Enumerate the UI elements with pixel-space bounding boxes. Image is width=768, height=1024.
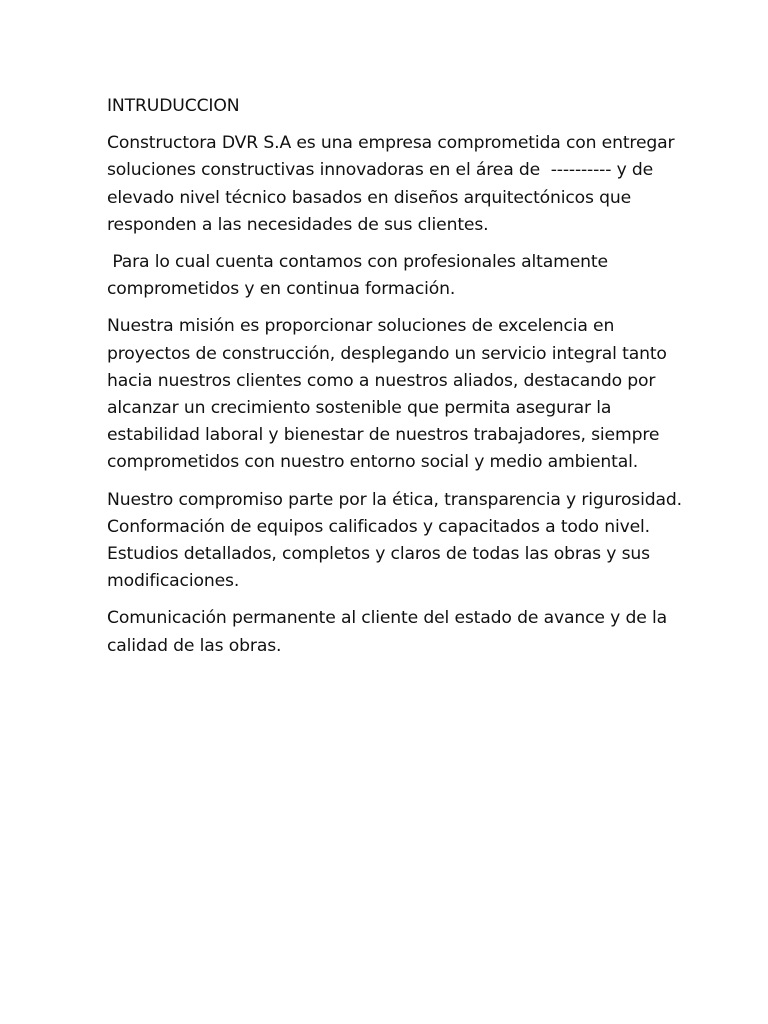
text-line: elevado nivel técnico basados en diseños arquitectónicos que — [107, 187, 632, 208]
text-line: Conformación de equipos calificados y capacitados a todo nivel. — [107, 516, 650, 537]
text-line: modificaciones. — [107, 571, 240, 592]
text-line: calidad de las obras. — [107, 635, 282, 656]
document-body — [107, 93, 682, 670]
text-line: Constructora DVR S.A es una empresa comprometida con entregar — [107, 133, 675, 154]
text-line: comprometidos y en continua formación. — [107, 279, 456, 300]
text-line: estabilidad laboral y bienestar de nuestros trabajadores, siempre — [107, 425, 660, 446]
document-heading: INTRUDUCCION — [107, 96, 240, 116]
text-line: Nuestra misión es proporcionar soluciones de excelencia en — [107, 316, 615, 337]
text-line: responden a las necesidades de sus clientes. — [107, 214, 489, 235]
text-line: hacia nuestros clientes como a nuestros aliados, destacando por — [107, 370, 656, 391]
text-line: proyectos de construcción, desplegando un servicio integral tanto — [107, 343, 667, 364]
paragraph-communication — [107, 605, 667, 659]
paragraph-mission — [107, 313, 667, 476]
paragraph-commitment — [107, 487, 682, 596]
text-line: Comunicación permanente al cliente del estado de avance y de la — [107, 608, 667, 629]
text-line: Para lo cual cuenta contamos con profesionales altamente — [107, 252, 608, 273]
paragraph-intro — [107, 130, 675, 239]
text-line: soluciones constructivas innovadoras en el área de ---------- y de — [107, 160, 654, 181]
text-line: alcanzar un crecimiento sostenible que permita asegurar la — [107, 398, 612, 419]
paragraph-professionals — [107, 249, 667, 303]
text-line: comprometidos con nuestro entorno social y medio ambiental. — [107, 452, 639, 473]
text-line: Nuestro compromiso parte por la ética, transparencia y rigurosidad. — [107, 489, 682, 510]
text-line: Estudios detallados, completos y claros de todas las obras y sus — [107, 544, 650, 565]
